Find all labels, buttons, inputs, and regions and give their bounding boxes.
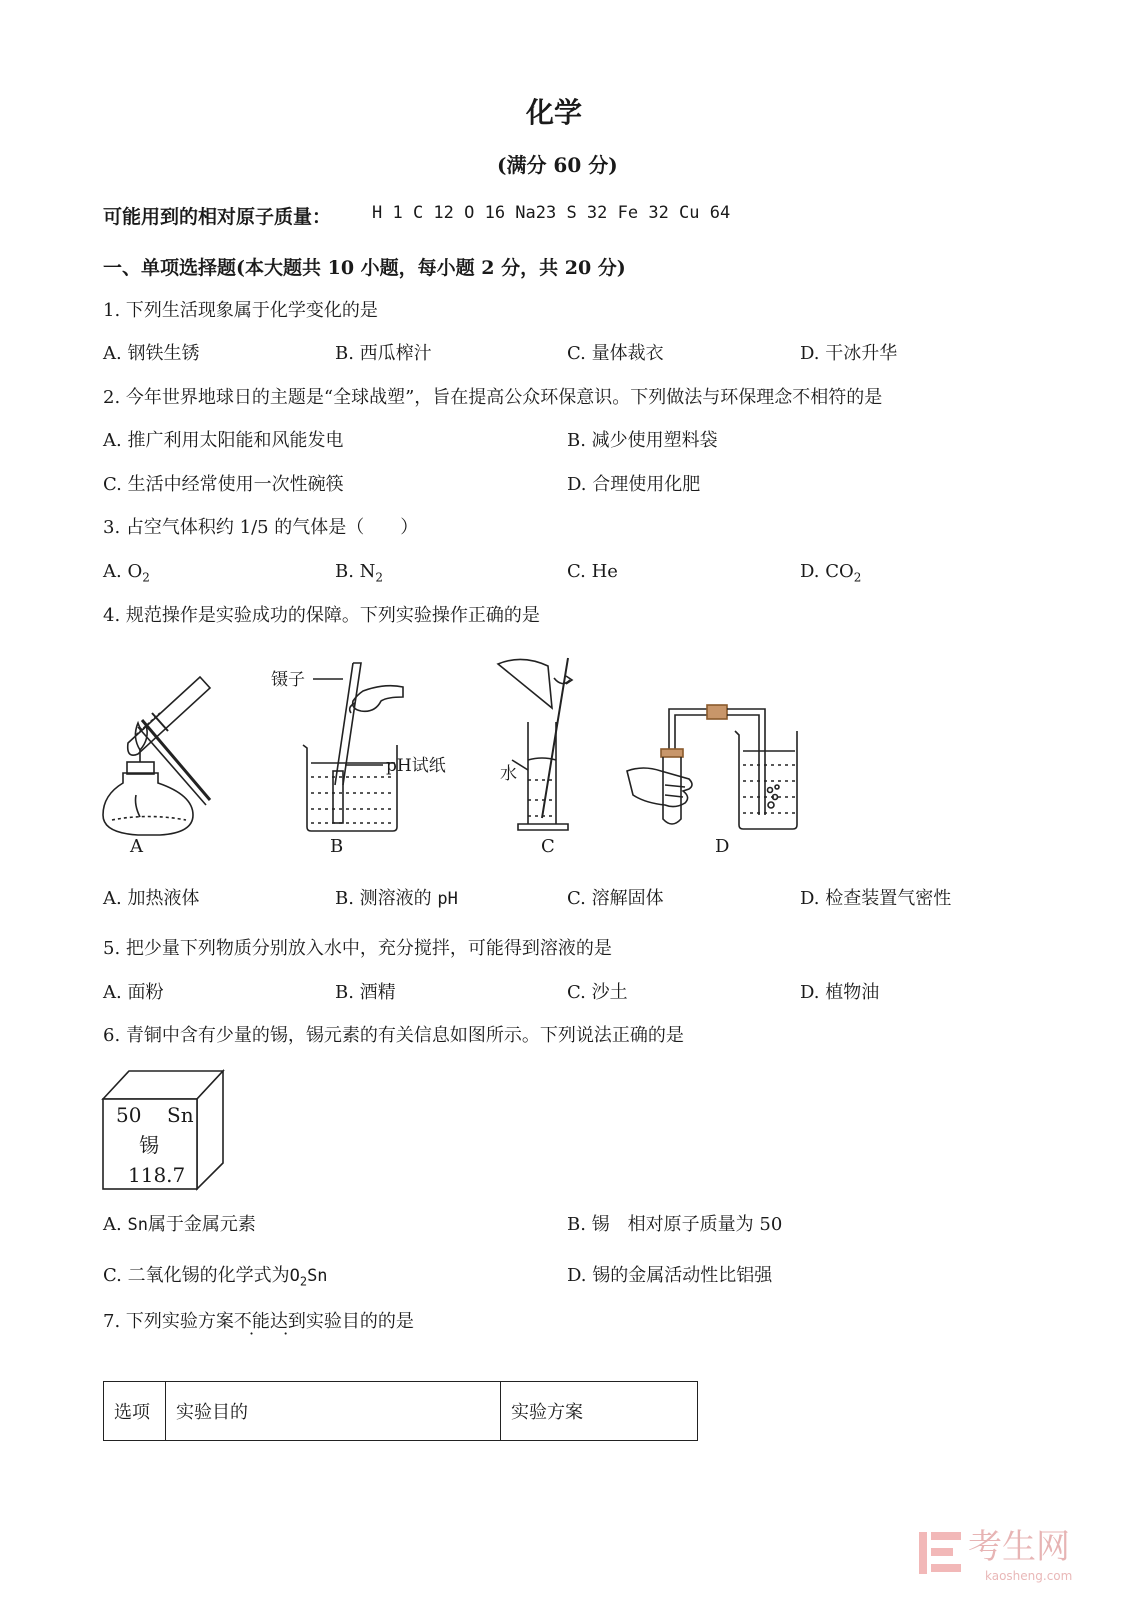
figure-a-label: A bbox=[130, 836, 143, 857]
section-heading: 一、单项选择题(本大题共 10 小题，每小题 2 分，共 20 分) bbox=[103, 257, 626, 279]
q6-option-d: D. 锡的金属活动性比铝强 bbox=[567, 1265, 773, 1286]
label-water: 水 bbox=[500, 764, 517, 784]
q6-c-sub: 2 bbox=[299, 1274, 308, 1289]
tin-atomic-number: 50 bbox=[116, 1103, 142, 1127]
q2-option-a: A. 推广利用太阳能和风能发电 bbox=[103, 430, 344, 451]
q5-option-d: D. 植物油 bbox=[800, 982, 880, 1003]
q3-a-text: A. O bbox=[103, 561, 143, 582]
atomic-mass-label: 可能用到的相对原子质量： bbox=[103, 206, 332, 228]
figure-c-label: C bbox=[541, 836, 555, 857]
q4-option-a: A. 加热液体 bbox=[103, 888, 200, 909]
tin-symbol: Sn bbox=[167, 1103, 194, 1127]
q1-option-d: D. 干冰升华 bbox=[800, 343, 898, 364]
q2-option-d: D. 合理使用化肥 bbox=[567, 474, 701, 495]
label-tweezers: 镊子 bbox=[271, 670, 305, 690]
label-ph-paper: pH试纸 bbox=[386, 756, 446, 776]
q3-d-text: D. CO bbox=[800, 561, 854, 582]
full-score: (满分 60 分) bbox=[497, 153, 618, 177]
page-title: 化学 bbox=[526, 96, 583, 129]
emphasis-dots: · · bbox=[249, 1324, 301, 1343]
watermark-url: kaosheng.com bbox=[985, 1569, 1073, 1583]
q1-option-a: A. 钢铁生锈 bbox=[103, 343, 200, 364]
q5-option-c: C. 沙土 bbox=[567, 982, 628, 1003]
q3-option-d bbox=[800, 561, 861, 589]
q4-stem: 4. 规范操作是实验成功的保障。下列实验操作正确的是 bbox=[103, 605, 540, 626]
q2-stem: 2. 今年世界地球日的主题是“全球战塑”，旨在提高公众环保意识。下列做法与环保理念不相符的是 bbox=[103, 387, 883, 408]
q1-option-c: C. 量体裁衣 bbox=[567, 343, 664, 364]
q6-option-a bbox=[103, 1214, 256, 1236]
q6-a-text: 属于金属元素 bbox=[147, 1214, 256, 1235]
q1-option-b: B. 西瓜榨汁 bbox=[335, 343, 432, 364]
tin-name: 锡 bbox=[139, 1133, 159, 1157]
q7-table bbox=[103, 1381, 698, 1441]
figure-a-heating-liquid bbox=[98, 655, 238, 855]
q3-a-sub: 2 bbox=[142, 570, 150, 585]
table-row bbox=[104, 1382, 698, 1441]
q2-option-b: B. 减少使用塑料袋 bbox=[567, 430, 718, 451]
q6-a-letter: A. bbox=[103, 1214, 128, 1235]
q6-option-c bbox=[103, 1265, 328, 1293]
q5-stem: 5. 把少量下列物质分别放入水中，充分搅拌，可能得到溶液的是 bbox=[103, 938, 612, 959]
watermark-text: 考生网 bbox=[968, 1527, 1070, 1567]
q5-option-a: A. 面粉 bbox=[103, 982, 164, 1003]
q6-c-text: C. 二氧化锡的化学式为 bbox=[103, 1265, 290, 1286]
q7-stem-emphasis: 不能 bbox=[233, 1311, 270, 1332]
q6-stem: 6. 青铜中含有少量的锡，锡元素的有关信息如图所示。下列说法正确的是 bbox=[103, 1025, 684, 1046]
q6-c-sn: Sn bbox=[307, 1266, 328, 1286]
q1-stem: 1. 下列生活现象属于化学变化的是 bbox=[103, 300, 378, 321]
q6-a-sn: Sn bbox=[127, 1215, 148, 1235]
q3-b-sub: 2 bbox=[375, 570, 384, 585]
q3-option-a bbox=[103, 561, 150, 589]
table-header-plan: 实验方案 bbox=[501, 1382, 698, 1441]
q4-option-d: D. 检查装置气密性 bbox=[800, 888, 952, 909]
q3-stem: 3. 占空气体积约 1/5 的气体是（ ） bbox=[103, 517, 419, 538]
q3-option-c: C. He bbox=[567, 561, 618, 582]
figure-c-dissolving-solid bbox=[492, 650, 602, 835]
atomic-mass-values: H 1 C 12 O 16 Na23 S 32 Fe 32 Cu 64 bbox=[372, 203, 731, 223]
q4-b-ph: pH bbox=[437, 889, 458, 909]
q6-c-o: O bbox=[289, 1266, 300, 1286]
q4-option-c: C. 溶解固体 bbox=[567, 888, 664, 909]
watermark-logo-icon bbox=[917, 1530, 963, 1576]
q2-option-c: C. 生活中经常使用一次性碗筷 bbox=[103, 474, 344, 495]
q4-option-b bbox=[335, 888, 458, 910]
q3-b-text: B. N bbox=[335, 561, 376, 582]
q7-stem-pre: 7. 下列实验方案 bbox=[103, 1311, 234, 1332]
q3-option-b bbox=[335, 561, 383, 589]
q3-d-sub: 2 bbox=[853, 570, 862, 585]
table-header-purpose: 实验目的 bbox=[166, 1382, 501, 1441]
q5-option-b: B. 酒精 bbox=[335, 982, 396, 1003]
q4-b-text: B. 测溶液的 bbox=[335, 888, 438, 909]
figure-d-label: D bbox=[715, 836, 730, 857]
figure-d-air-tightness bbox=[625, 695, 815, 835]
tin-atomic-mass: 118.7 bbox=[128, 1163, 186, 1187]
table-header-option: 选项 bbox=[104, 1382, 166, 1441]
q6-option-b: B. 锡 相对原子质量为 50 bbox=[567, 1214, 783, 1235]
figure-b-ph-test bbox=[295, 653, 445, 838]
figure-b-label: B bbox=[330, 836, 344, 857]
q7-stem-post: 达到实验目的的是 bbox=[269, 1311, 414, 1332]
